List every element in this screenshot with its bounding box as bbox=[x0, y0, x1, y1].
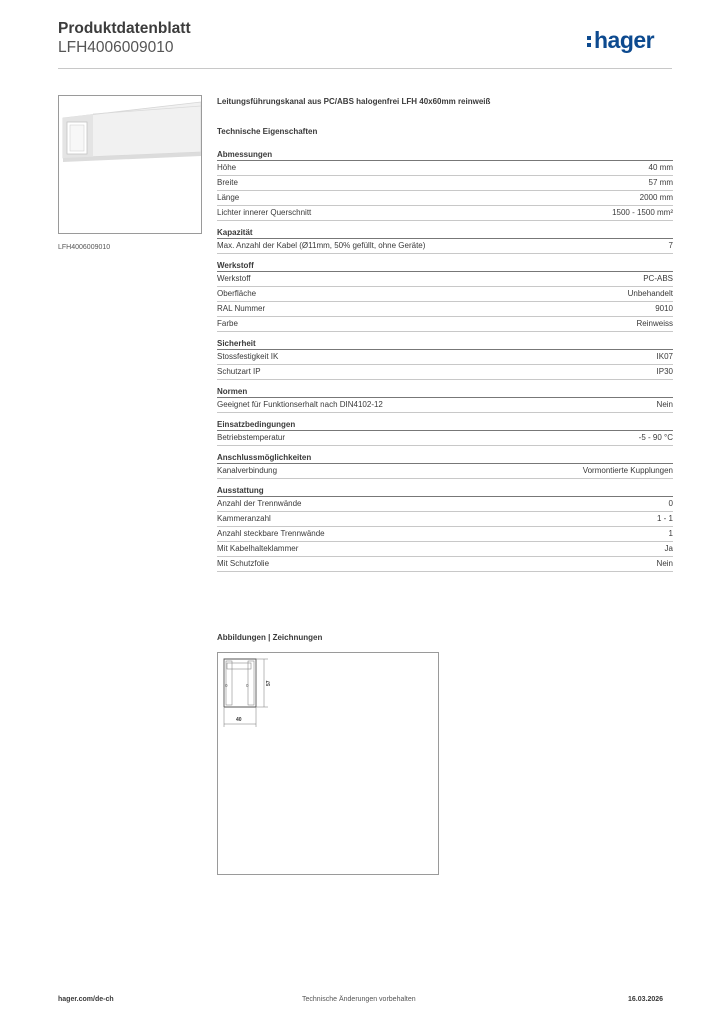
cable-duct-icon bbox=[59, 96, 201, 233]
section-title: Kapazität bbox=[217, 228, 253, 237]
spec-value: 57 mm bbox=[648, 178, 673, 187]
spec-row bbox=[217, 191, 673, 206]
spec-row bbox=[217, 365, 673, 380]
spec-label: Breite bbox=[217, 178, 238, 187]
drawing-frame bbox=[217, 652, 439, 875]
spec-value: 40 mm bbox=[648, 163, 673, 172]
spec-value: 0 bbox=[668, 499, 673, 508]
section-title: Werkstoff bbox=[217, 261, 254, 270]
product-image bbox=[58, 95, 202, 234]
svg-text:0: 0 bbox=[225, 683, 228, 688]
spec-row bbox=[217, 317, 673, 332]
spec-row bbox=[217, 302, 673, 317]
spec-label: Oberfläche bbox=[217, 289, 257, 298]
document-title: Produktdatenblatt bbox=[58, 20, 191, 37]
footer-note: Technische Änderungen vorbehalten bbox=[302, 996, 416, 1003]
spec-value: IK07 bbox=[656, 352, 673, 361]
spec-row bbox=[217, 161, 673, 176]
section-title: Anschlussmöglichkeiten bbox=[217, 453, 312, 462]
spec-section bbox=[217, 149, 673, 221]
footer-date: 16.03.2026 bbox=[628, 996, 664, 1003]
spec-row bbox=[217, 287, 673, 302]
spec-row bbox=[217, 206, 673, 221]
spec-row bbox=[217, 431, 673, 446]
spec-value: 7 bbox=[668, 241, 673, 250]
spec-row bbox=[217, 350, 673, 365]
spec-section bbox=[217, 452, 673, 479]
spec-value: 2000 mm bbox=[639, 193, 673, 202]
spec-value: Unbehandelt bbox=[627, 289, 673, 298]
spec-label: Anzahl steckbare Trennwände bbox=[217, 529, 325, 538]
spec-value: Nein bbox=[656, 400, 673, 409]
spec-sections bbox=[217, 149, 673, 572]
spec-row bbox=[217, 239, 673, 254]
spec-value: IP30 bbox=[656, 367, 673, 376]
spec-row bbox=[217, 464, 673, 479]
technical-drawing bbox=[218, 653, 438, 874]
svg-text:0: 0 bbox=[246, 683, 249, 688]
spec-content bbox=[217, 97, 673, 572]
tech-heading: Technische Eigenschaften bbox=[217, 127, 318, 136]
spec-value: PC-ABS bbox=[643, 274, 673, 283]
product-description: Leitungsführungskanal aus PC/ABS halogenfrei LFH 40x60mm reinweiß bbox=[217, 97, 491, 106]
spec-row bbox=[217, 527, 673, 542]
logo-text: hager bbox=[594, 27, 655, 53]
section-title: Normen bbox=[217, 387, 248, 396]
spec-value: 1 - 1 bbox=[656, 514, 673, 523]
height-dimension-label: 57 bbox=[266, 680, 272, 686]
spec-label: RAL Nummer bbox=[217, 304, 266, 313]
spec-value: Vormontierte Kupplungen bbox=[582, 466, 673, 475]
spec-value: Ja bbox=[664, 544, 673, 553]
section-title: Sicherheit bbox=[217, 339, 256, 348]
spec-row bbox=[217, 497, 673, 512]
hager-logo bbox=[587, 27, 654, 54]
spec-value: Nein bbox=[656, 559, 673, 568]
spec-label: Mit Kabelhalteklammer bbox=[217, 544, 299, 553]
spec-section bbox=[217, 338, 673, 380]
spec-section bbox=[217, 485, 673, 572]
spec-label: Mit Schutzfolie bbox=[217, 559, 270, 568]
spec-label: Farbe bbox=[217, 319, 238, 328]
spec-label: Kammeranzahl bbox=[217, 514, 271, 523]
image-caption: LFH4006009010 bbox=[58, 244, 111, 251]
spec-section bbox=[217, 227, 673, 254]
section-title: Ausstattung bbox=[217, 486, 264, 495]
spec-section bbox=[217, 419, 673, 446]
spec-label: Geeignet für Funktionserhalt nach DIN4102-12 bbox=[217, 400, 383, 409]
spec-section bbox=[217, 386, 673, 413]
logo-dots-icon bbox=[587, 36, 592, 50]
spec-value: -5 - 90 °C bbox=[638, 433, 673, 442]
spec-label: Lichter innerer Querschnitt bbox=[217, 208, 312, 217]
section-title: Abmessungen bbox=[217, 150, 273, 159]
spec-row bbox=[217, 398, 673, 413]
spec-value: 9010 bbox=[655, 304, 673, 313]
figures-heading: Abbildungen | Zeichnungen bbox=[217, 633, 323, 642]
spec-row bbox=[217, 512, 673, 527]
spec-section bbox=[217, 260, 673, 332]
spec-label: Max. Anzahl der Kabel (Ø11mm, 50% gefüllt, ohne Geräte) bbox=[217, 241, 426, 250]
spec-label: Werkstoff bbox=[217, 274, 251, 283]
spec-label: Länge bbox=[217, 193, 240, 202]
product-code: LFH4006009010 bbox=[58, 39, 174, 56]
spec-row bbox=[217, 176, 673, 191]
spec-label: Stossfestigkeit IK bbox=[217, 352, 279, 361]
spec-label: Kanalverbindung bbox=[217, 466, 278, 475]
spec-value: 1 bbox=[668, 529, 673, 538]
spec-row bbox=[217, 542, 673, 557]
spec-value: 1500 - 1500 mm² bbox=[612, 208, 673, 217]
spec-label: Schutzart IP bbox=[217, 367, 261, 376]
footer-website[interactable]: hager.com/de-ch bbox=[58, 996, 114, 1003]
spec-row bbox=[217, 272, 673, 287]
spec-row bbox=[217, 557, 673, 572]
spec-label: Betriebstemperatur bbox=[217, 433, 286, 442]
width-dimension-label: 40 bbox=[236, 717, 242, 723]
header-divider bbox=[58, 68, 672, 69]
spec-value: Reinweiss bbox=[636, 319, 673, 328]
spec-label: Höhe bbox=[217, 163, 237, 172]
spec-label: Anzahl der Trennwände bbox=[217, 499, 302, 508]
section-title: Einsatzbedingungen bbox=[217, 420, 296, 429]
